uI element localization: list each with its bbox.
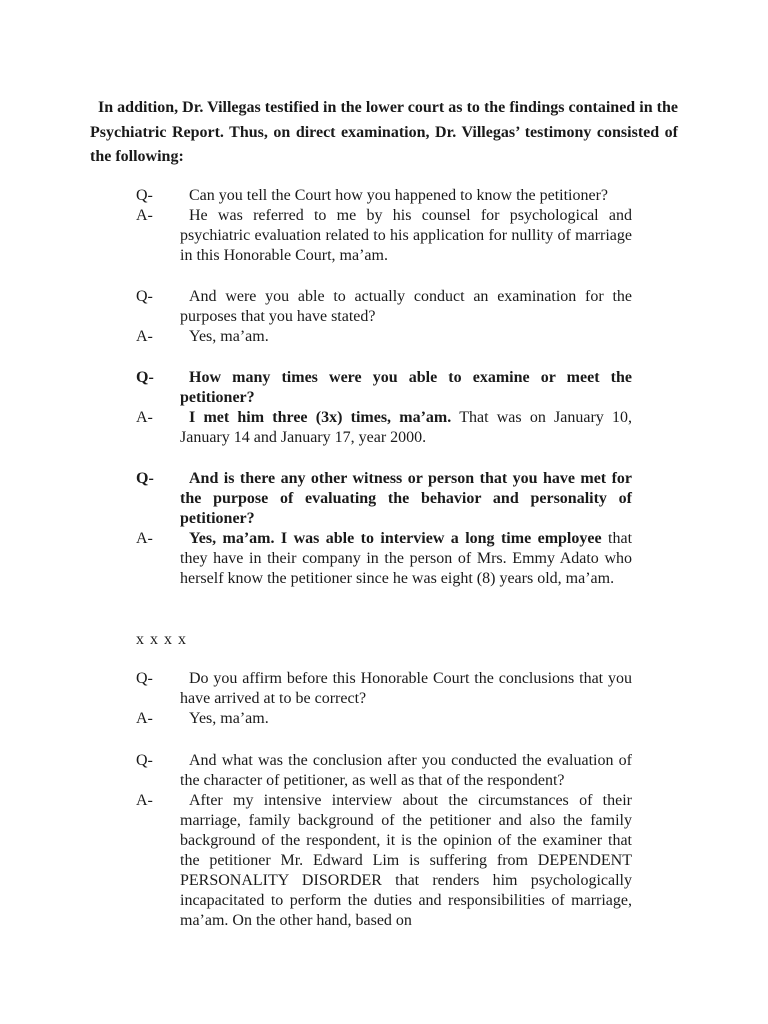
omission-separator: x x x x [136, 631, 187, 648]
answer-4 [136, 529, 632, 589]
answer-tag: A- [136, 530, 153, 547]
answer-tag: A- [136, 710, 153, 727]
question-tag: Q- [136, 369, 154, 386]
question-text: And were you able to actually conduct an examination for the purposes that you have stated? [180, 288, 632, 325]
qa-exchange-5 [136, 669, 632, 729]
question-tag: Q- [136, 670, 153, 687]
answer-bold-text: I met him three (3x) times, ma’am. [189, 409, 452, 426]
answer-text: Yes, ma’am. [189, 710, 269, 727]
qa-exchange-4 [136, 469, 632, 589]
answer-text: That was on January 10, January 14 and January 17, year 2000. [180, 409, 633, 446]
answer-tag: A- [136, 328, 153, 345]
answer-5 [136, 709, 632, 729]
question-text: How many times were you able to examine or meet the petitioner? [180, 369, 632, 406]
question-text: Can you tell the Court how you happened to know the petitioner? [189, 187, 609, 204]
answer-2 [136, 327, 632, 347]
qa-exchange-2 [136, 287, 632, 347]
intro-paragraph: In addition, Dr. Villegas testified in the lower court as to the findings contained in the Psychiatric Report. Thus, on direct examination, Dr. Villegas’ testimony consisted of the following: [90, 99, 678, 165]
qa-exchange-3 [136, 368, 632, 448]
question-tag: Q- [136, 187, 153, 204]
answer-3 [136, 408, 632, 448]
answer-tag: A- [136, 409, 153, 426]
question-5 [136, 669, 632, 709]
answer-tag: A- [136, 207, 153, 224]
question-text: Do you affirm before this Honorable Court the conclusions that you have arrived at to be correct? [180, 670, 632, 707]
question-6 [136, 751, 632, 791]
question-1 [136, 186, 632, 206]
question-tag: Q- [136, 288, 153, 305]
answer-6 [136, 791, 632, 931]
question-2 [136, 287, 632, 327]
answer-text: Yes, ma’am. [189, 328, 269, 345]
answer-body [180, 529, 632, 589]
question-text: And is there any other witness or person that you have met for the purpose of evaluating the behavior and personality of petitioner? [180, 470, 632, 527]
question-tag: Q- [136, 470, 154, 487]
answer-text: that they have in their company in the person of Mrs. Emmy Adato who herself know the petitioner since he was eight (8) years old, ma’am. [180, 530, 633, 587]
answer-1 [136, 206, 632, 266]
question-3 [136, 368, 632, 408]
answer-body [180, 408, 632, 448]
qa-exchange-1 [136, 186, 632, 266]
answer-text: After my intensive interview about the circumstances of their marriage, family background of the petitioner and also the family background of the respondent, it is the opinion of the examiner that the petitioner Mr. Edward Lim is suffering from DEPENDENT PERSONALITY DISORDER that renders him psychologically incapacitated to perform the duties and responsibilities of marriage, ma’am. On the other hand, based on [180, 792, 632, 929]
question-4 [136, 469, 632, 529]
answer-tag: A- [136, 792, 153, 809]
question-text: And what was the conclusion after you conducted the evaluation of the character of petitioner, as well as that of the respondent? [180, 752, 632, 789]
question-tag: Q- [136, 752, 153, 769]
answer-text: He was referred to me by his counsel for psychological and psychiatric evaluation related to his application for nullity of marriage in this Honorable Court, ma’am. [180, 207, 632, 264]
answer-bold-text: Yes, ma’am. I was able to interview a long time employee [189, 530, 602, 547]
qa-exchange-6 [136, 751, 632, 931]
